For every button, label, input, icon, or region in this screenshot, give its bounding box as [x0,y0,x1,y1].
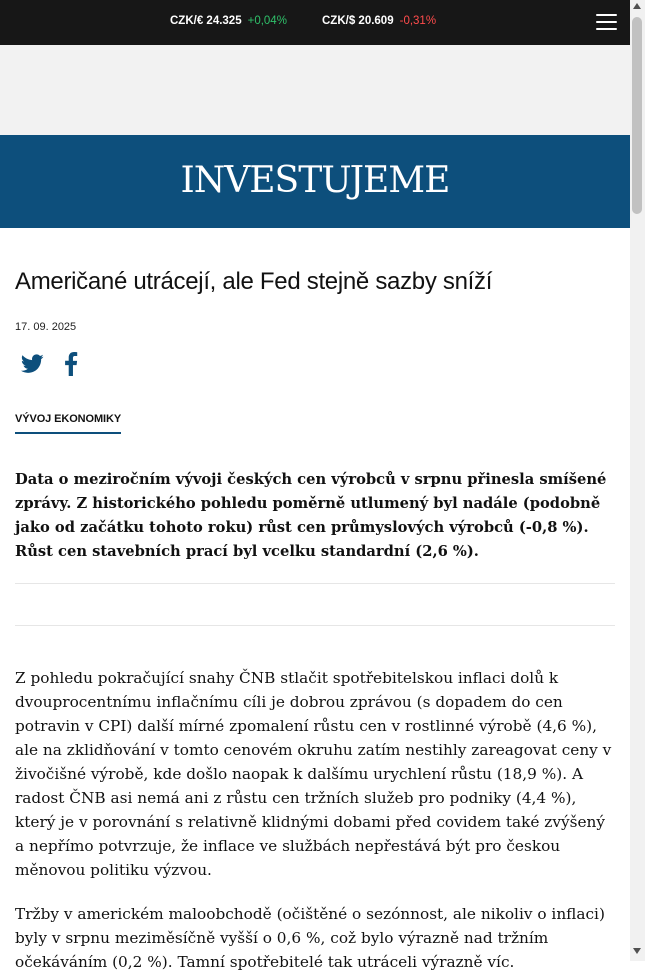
article-paragraph: Tržby v americkém maloobchodě (očištěné o sezónnost, ale nikoliv o inflaci) byly v srpnu meziměsíčně vyšší o 0,6 %, což bylo výrazně nad tržním očekáváním (0,2 %). Tamní spotřebitelé tak utráceli výrazně víc. [15,905,605,971]
article-lead: Data o meziročním vývoji českých cen výrobců v srpnu přinesla smíšené zprávy. Z historického pohledu poměrně utlumený byl nadále (podobně jako od začátku tohoto roku) růst cen průmyslových výrobců (-0,8 %). Růst cen stavebních prací byl vcelku standardní (2,6 %). [15,471,607,560]
scrollbar-thumb[interactable] [632,17,642,214]
scroll-up-arrow-icon[interactable] [633,3,641,9]
twitter-share-button[interactable] [21,353,44,375]
rate-eur-pair: CZK/€ 24.325 [170,15,242,27]
divider [15,583,615,584]
rate-usd [322,15,436,27]
site-logo[interactable]: INVESTUJEME [180,160,450,201]
rate-usd-pair: CZK/$ 20.609 [322,15,394,27]
scroll-down-arrow-icon[interactable] [633,948,641,954]
twitter-icon [21,353,44,375]
ad-placeholder [0,45,630,135]
article-date: 17. 09. 2025 [15,321,77,333]
rate-usd-change: -0,31% [399,15,437,27]
category-tag[interactable]: VÝVOJ EKONOMIKY [15,413,121,434]
divider [15,625,615,626]
hamburger-menu-icon[interactable] [596,14,617,31]
article-paragraph: Z pohledu pokračující snahy ČNB stlačit spotřebitelskou inflaci dolů k dvouprocentnímu inflačnímu cíli je dobrou zprávou (s dopadem do cen potravin v CPI) další mírné zpomalení růstu cen v rostlinné výrobě (4,6 %), ale na zklidňování v tomto cenovém okruhu zatím nestihly zareagovat ceny v živočišné výrobě, kde došlo naopak k dalšímu urychlení růstu (18,9 %). A radost ČNB asi nemá ani z růstu cen tržních služeb pro podniky (4,4 %), který je v porovnání s relativně klidnými dobami před covidem také zvýšený a nepřímo potvrzuje, že inflace ve službách nepřestává být pro českou měnovou politiku výzvou. [15,669,612,879]
rate-eur-change: +0,04% [247,15,287,27]
facebook-icon [64,352,78,376]
currency-ticker [0,0,630,45]
rate-eur [170,15,287,27]
article-title: Američané utrácejí, ale Fed stejně sazby sníží [15,268,493,295]
facebook-share-button[interactable] [64,352,78,376]
